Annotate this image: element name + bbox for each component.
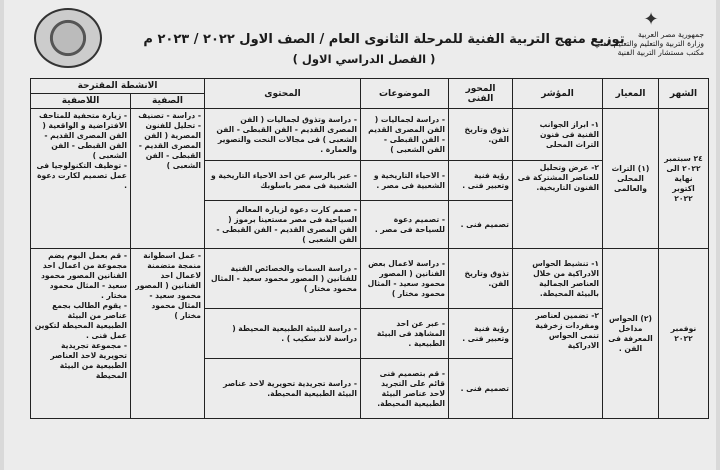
table-row (31, 249, 709, 309)
topics-cell: - دراسة لاعمال بعض الفنانين ( المصور محمود سعيد - المثال محمود مختار ) (361, 249, 449, 309)
extracurricular-activity-cell: - زيارة متحفية للمتاحف الافتراضية و الواقعية ( الفن المصرى القديم - الفن القبطى - الفن الشعبى ) - توظيف التكنولوجيا فى عمل تصميم لكارت دعوة . (31, 109, 131, 249)
criterion-cell: (١) التراث المحلى والعالمى (603, 109, 659, 249)
content-cell: - عبر بالرسم عن احد الاحياء التاريخية و الشعبية فى مصر باسلوبك (205, 161, 361, 201)
month-cell: نوفمبر ٢٠٢٢ (659, 249, 709, 419)
topics-cell: - قم بتصميم فنى قائم على التجريد لاحد عناصر البيئة الطبيعية المحيطة. (361, 359, 449, 419)
month-cell: ٢٤ سبتمبر ٢٠٢٢ الى نهاية اكتوبر ٢٠٢٢ (659, 109, 709, 249)
header-criterion: المعيار (603, 79, 659, 109)
curricular-activity-cell: - عمل اسطوانة منمجة متضمنة لاعمال احد الفنانين ( المصور محمود سعيد - المثال محمود مختار ) (131, 249, 205, 419)
content-cell: - دراسة للبيئة الطبيعية المحيطة ( دراسة لاند سكيب ) . (205, 309, 361, 359)
eagle-emblem-icon: ✦ (643, 9, 659, 30)
school-emblem-logo (34, 8, 102, 68)
header-activities: الانشطة المقترحة (31, 79, 205, 94)
criterion-cell: (٢) الحواس مداخل المعرفة فى الفن . (603, 249, 659, 419)
document-page (4, 0, 716, 470)
extracurricular-activity-cell: - قم بعمل البوم يضم مجموعة من اعمال احد الفنانين المصور محمود سعيد - المثال محمود مختار . - يقوم الطالب بجمع عناصر من البيئة الطبيعية المحيطة لتكوين عمل فنى . - مجموعة تجريدية تحويرية لاحد العناصر الطبيعية من البيئة المحيطة (31, 249, 131, 419)
content-cell: - دراسة السمات والخصائص الفنية للفنانين ( المصور محمود سعيد - المثال محمود مختار ) (205, 249, 361, 309)
content-cell: - دراسة تجريدية تحويرية لاحد عناصر البيئة الطبيعية المحيطة. (205, 359, 361, 419)
axis-cell: رؤية فنية وتعبير فنى . (449, 309, 513, 359)
indicator-cell: ١- تنشيط الحواس الادراكية من خلال العناصر الجمالية بالبيئة المحيطة. (513, 249, 603, 309)
page-subtitle: ( الفصل الدراسي الاول ) (292, 52, 436, 66)
content-cell: - دراسة وتذوق لجماليات ( الفن المصرى القديم - الفن القبطى - الفن الشعبى ) فى مجالات النحت والتصوير والعمارة . (205, 109, 361, 161)
ministry-line: جمهورية مصر العربية (638, 30, 704, 39)
topics-cell: - الاحياء التاريخية و الشعبية فى مصر . (361, 161, 449, 201)
page-title: توزيع منهج التربية الفنية للمرحلة الثانوى العام / الصف الاول ٢٠٢٢ / ٢٠٢٣ م (143, 32, 625, 47)
topics-cell: - تصميم دعوة للسياحة فى مصر . (361, 201, 449, 249)
indicator-cell: ٢- تضمين لعناصر ومفردات زخرفية تنمى الحواس الادراكية (513, 309, 603, 419)
curricular-activity-cell: - دراسة - تصنيف - تحليل للفنون المصرية ( الفن المصرى القديم - القبطى - الفن الشعبى ) (131, 109, 205, 249)
axis-cell: رؤية فنية وتعبير فنى . (449, 161, 513, 201)
axis-cell: تصميم فنى . (449, 201, 513, 249)
axis-cell: تذوق وتاريخ الفن. (449, 109, 513, 161)
ministry-line: وزارة التربية والتعليم والتعليم الفني (594, 39, 704, 48)
header-axis: المحور الفنى (449, 79, 513, 109)
topics-cell: - دراسة لجماليات ( الفن المصرى القديم - الفن القبطى - الفن الشعبى ) (361, 109, 449, 161)
header-curricular: الصفية (131, 94, 205, 109)
table-row (31, 109, 709, 161)
topics-cell: - عبر عن احد المشاهد فى البيئة الطبيعية . (361, 309, 449, 359)
indicator-cell: ٢- عرض وتحليل للعناصر المشتركة فى الفنون التاريخية. (513, 161, 603, 249)
content-cell: - صمم كارت دعوة لزيارة المعالم السياحية فى مصر مستعينا برموز ( الفن المصرى القديم - الفن القبطى - الفن الشعبى ) (205, 201, 361, 249)
axis-cell: تصميم فنى . (449, 359, 513, 419)
header-content: المحتوى (205, 79, 361, 109)
header-extracurricular: اللاصفية (31, 94, 131, 109)
header-indicator: المؤشر (513, 79, 603, 109)
header-topics: الموضوعات (361, 79, 449, 109)
header-month: الشهر (659, 79, 709, 109)
indicator-cell: ١- ابراز الجوانب الفنية فى فنون التراث المحلى (513, 109, 603, 161)
curriculum-table (30, 78, 709, 419)
axis-cell: تذوق وتاريخ الفن. (449, 249, 513, 309)
ministry-line: مكتب مستشار التربية الفنية (617, 48, 704, 57)
